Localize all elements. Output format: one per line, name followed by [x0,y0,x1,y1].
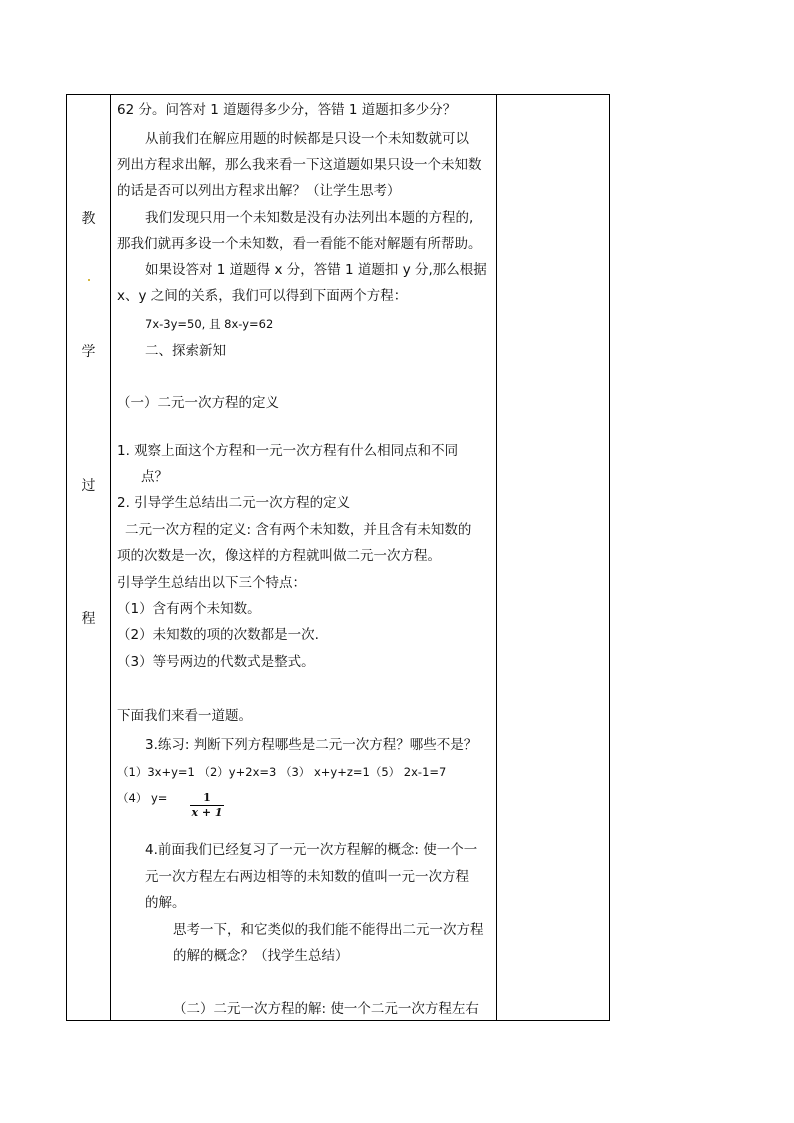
text-line: 那我们就再多设一个未知数，看一看能不能对解题有所帮助。 [117,236,482,252]
list-item: （3）等号两边的代数式是整式。 [117,654,315,670]
text-line: 元一次方程左右两边相等的未知数的值叫一元一次方程 [145,869,469,885]
label-char-xue: 学 [81,344,96,360]
list-item: （1）含有两个未知数。 [117,601,261,617]
text-line: 项的次数是一次，像这样的方程就叫做二元一次方程。 [117,548,441,564]
section-heading: 二、探索新知 [145,343,226,359]
text-line: 4.前面我们已经复习了一元一次方程解的概念: 使一个一 [145,842,478,858]
text-line: 如果设答对 1 道题得 x 分，答错 1 道题扣 y 分,那么根据 [145,262,487,278]
text-line: 我们发现只用一个未知数是没有办法列出本题的方程的, [145,210,474,226]
fraction-denominator: x + 1 [191,806,223,819]
exercise-equation-4: （4） y= [117,791,168,805]
label-char-cheng: 程 [81,611,96,627]
text-line: 列出方程求出解，那么我来看一下这道题如果只设一个未知数 [117,157,482,173]
decorative-dot [88,279,90,281]
text-line: 62 分。问答对 1 道题得多少分，答错 1 道题扣多少分？ [117,102,457,118]
lesson-table [66,94,610,1021]
teaching-process-label [67,95,110,1020]
equation-line: 7x-3y=50, 且 8x-y=62 [145,317,274,331]
text-line: 的解。 [145,895,186,911]
text-line: 1. 观察上面这个方程和一元一次方程有什么相同点和不同 [117,443,459,459]
text-line: 思考一下，和它类似的我们能不能得出二元一次方程 [173,922,484,938]
fraction-expression [190,792,224,819]
text-line: 的解的概念？（找学生总结） [173,948,349,964]
text-line: 下面我们来看一道题。 [117,708,252,724]
exercise-equations: （1）3x+y=1 （2）y+2x=3 （3） x+y+z=1（5） 2x-1=7 [117,765,447,779]
text-line: 从前我们在解应用题的时候都是只设一个未知数就可以 [145,131,469,147]
text-line: x、y 之间的关系，我们可以得到下面两个方程： [117,288,408,304]
subsection-heading: （一）二元一次方程的定义 [117,395,279,411]
exercise-heading: 3.练习: 判断下列方程哪些是二元一次方程？哪些不是？ [145,737,478,753]
text-line: 二元一次方程的定义: 含有两个未知数，并且含有未知数的 [125,522,472,538]
text-line: 引导学生总结出以下三个特点： [117,575,306,591]
list-item: （2）未知数的项的次数都是一次. [117,627,319,643]
text-line: 的话是否可以列出方程求出解？（让学生思考） [117,183,401,199]
text-line: 2. 引导学生总结出二元一次方程的定义 [117,495,351,511]
label-char-jiao: 教 [81,211,96,227]
subsection-heading: （二）二元一次方程的解: 使一个二元一次方程左右 [173,1001,479,1017]
fraction-numerator: 1 [203,791,211,804]
lesson-content [111,95,497,1020]
text-line: 点？ [141,469,168,485]
label-char-guo: 过 [81,478,96,494]
